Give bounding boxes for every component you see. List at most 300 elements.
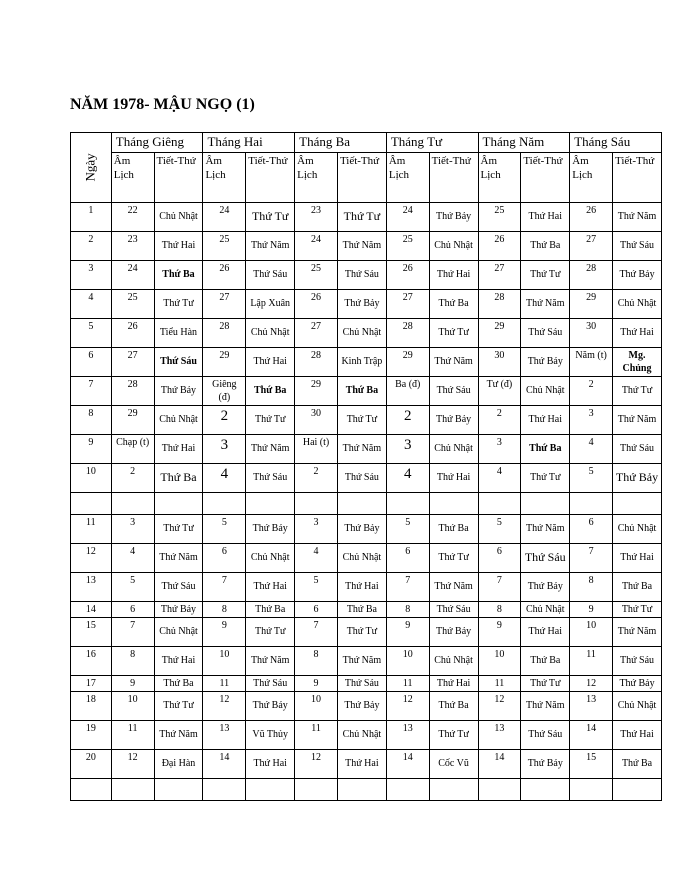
am-lich-cell: 2 bbox=[386, 405, 429, 434]
empty-cell bbox=[337, 778, 386, 800]
tiet-thu-cell: Thứ Năm bbox=[154, 543, 203, 572]
empty-cell bbox=[429, 492, 478, 514]
empty-cell bbox=[71, 492, 112, 514]
tiet-thu-cell: Thứ Ba bbox=[613, 572, 662, 601]
tiet-thu-cell: Thứ Tư bbox=[521, 463, 570, 492]
tiet-thu-cell: Thứ Sáu bbox=[337, 463, 386, 492]
am-lich-cell: 7 bbox=[295, 617, 338, 646]
am-lich-cell: 10 bbox=[203, 646, 246, 675]
empty-cell bbox=[521, 492, 570, 514]
am-lich-cell: 9 bbox=[295, 675, 338, 691]
table-row bbox=[71, 347, 662, 376]
empty-cell bbox=[246, 778, 295, 800]
tiet-thu-cell: Tiểu Hàn bbox=[154, 318, 203, 347]
tiet-thu-cell: Thứ Bảy bbox=[613, 675, 662, 691]
tiet-thu-cell: Thứ Hai bbox=[337, 572, 386, 601]
day-number: 1 bbox=[71, 202, 112, 231]
am-lich-cell: Năm (t) bbox=[570, 347, 613, 376]
tiet-thu-header: Tiết-Thứ bbox=[521, 152, 570, 202]
tiet-thu-cell: Thứ Tư bbox=[337, 405, 386, 434]
table-row bbox=[71, 572, 662, 601]
table-row bbox=[71, 675, 662, 691]
tiet-thu-cell: Thứ Ba bbox=[521, 646, 570, 675]
am-lich-cell: 23 bbox=[111, 231, 154, 260]
tiet-thu-cell: Chủ Nhật bbox=[429, 231, 478, 260]
tiet-thu-cell: Thứ Năm bbox=[246, 646, 295, 675]
am-lich-cell: Ba (đ) bbox=[386, 376, 429, 405]
am-lich-cell: 25 bbox=[111, 289, 154, 318]
tiet-thu-cell: Thứ Bảy bbox=[337, 691, 386, 720]
am-lich-cell: 27 bbox=[570, 231, 613, 260]
am-lich-cell: 5 bbox=[111, 572, 154, 601]
tiet-thu-cell: Thứ Hai bbox=[429, 675, 478, 691]
am-lich-cell: 28 bbox=[111, 376, 154, 405]
am-lich-cell: 29 bbox=[386, 347, 429, 376]
empty-cell bbox=[111, 492, 154, 514]
am-lich-cell: 6 bbox=[478, 543, 521, 572]
am-lich-cell: 12 bbox=[570, 675, 613, 691]
tiet-thu-cell: Chủ Nhật bbox=[613, 691, 662, 720]
tiet-thu-cell: Thứ Ba bbox=[154, 463, 203, 492]
am-lich-cell: 24 bbox=[295, 231, 338, 260]
am-lich-cell: 28 bbox=[295, 347, 338, 376]
am-lich-cell: 5 bbox=[386, 514, 429, 543]
am-lich-cell: 2 bbox=[203, 405, 246, 434]
table-row bbox=[71, 749, 662, 778]
am-lich-cell: 27 bbox=[203, 289, 246, 318]
am-lich-cell: 26 bbox=[386, 260, 429, 289]
tiet-thu-cell: Thứ Sáu bbox=[613, 231, 662, 260]
empty-cell bbox=[478, 778, 521, 800]
am-lich-cell: Tư (đ) bbox=[478, 376, 521, 405]
am-lich-cell: 12 bbox=[111, 749, 154, 778]
table-row bbox=[71, 202, 662, 231]
tiet-thu-cell: Thứ Bảy bbox=[337, 289, 386, 318]
am-lich-cell: 7 bbox=[478, 572, 521, 601]
am-lich-cell: 25 bbox=[295, 260, 338, 289]
tiet-thu-cell: Thứ Sáu bbox=[429, 376, 478, 405]
tiet-thu-cell: Thứ Tư bbox=[154, 289, 203, 318]
day-number: 14 bbox=[71, 601, 112, 617]
tiet-thu-cell: Chủ Nhật bbox=[154, 405, 203, 434]
tiet-thu-cell: Cốc Vũ bbox=[429, 749, 478, 778]
am-lich-cell: 14 bbox=[203, 749, 246, 778]
am-lich-cell: Chạp (t) bbox=[111, 434, 154, 463]
am-lich-cell: 5 bbox=[203, 514, 246, 543]
day-number: 19 bbox=[71, 720, 112, 749]
day-number: 7 bbox=[71, 376, 112, 405]
am-lich-cell: 8 bbox=[478, 601, 521, 617]
tiet-thu-cell: Kinh Trập bbox=[337, 347, 386, 376]
am-lich-cell: 14 bbox=[570, 720, 613, 749]
month-header-4: Tháng Tư bbox=[386, 133, 478, 153]
day-number: 9 bbox=[71, 434, 112, 463]
am-lich-cell: 13 bbox=[203, 720, 246, 749]
tiet-thu-cell: Thứ Ba bbox=[521, 231, 570, 260]
month-header-6: Tháng Sáu bbox=[570, 133, 662, 153]
tiet-thu-cell: Vũ Thủy bbox=[246, 720, 295, 749]
tiet-thu-cell: Thứ Sáu bbox=[246, 463, 295, 492]
table-row bbox=[71, 231, 662, 260]
tiet-thu-cell: Thứ Hai bbox=[154, 434, 203, 463]
tiet-thu-cell: Thứ Bảy bbox=[429, 405, 478, 434]
empty-cell bbox=[478, 492, 521, 514]
table-row bbox=[71, 601, 662, 617]
tiet-thu-cell: Thứ Bảy bbox=[246, 514, 295, 543]
am-lich-cell: 5 bbox=[295, 572, 338, 601]
am-lich-cell: Giêng (đ) bbox=[203, 376, 246, 405]
am-lich-cell: 2 bbox=[478, 405, 521, 434]
table-row bbox=[71, 514, 662, 543]
tiet-thu-cell: Thứ Bảy bbox=[521, 347, 570, 376]
tiet-thu-cell: Thứ Hai bbox=[154, 231, 203, 260]
tiet-thu-cell: Thứ Hai bbox=[613, 318, 662, 347]
am-lich-cell: 12 bbox=[295, 749, 338, 778]
am-lich-cell: 28 bbox=[570, 260, 613, 289]
day-number: 5 bbox=[71, 318, 112, 347]
tiet-thu-cell: Thứ Bảy bbox=[154, 601, 203, 617]
tiet-thu-cell: Thứ Hai bbox=[337, 749, 386, 778]
am-lich-cell: 29 bbox=[203, 347, 246, 376]
tiet-thu-cell: Thứ Sáu bbox=[246, 675, 295, 691]
am-lich-cell: 29 bbox=[478, 318, 521, 347]
am-lich-cell: 13 bbox=[386, 720, 429, 749]
tiet-thu-cell: Thứ Sáu bbox=[521, 543, 570, 572]
am-lich-cell: 24 bbox=[386, 202, 429, 231]
tiet-thu-cell: Chủ Nhật bbox=[521, 376, 570, 405]
tiet-thu-cell: Thứ Năm bbox=[154, 720, 203, 749]
empty-cell bbox=[246, 492, 295, 514]
sub-header-row bbox=[71, 152, 662, 202]
tiet-thu-cell: Thứ Tư bbox=[613, 601, 662, 617]
am-lich-cell: 9 bbox=[111, 675, 154, 691]
am-lich-cell: Hai (t) bbox=[295, 434, 338, 463]
empty-cell bbox=[154, 778, 203, 800]
am-lich-cell: 24 bbox=[203, 202, 246, 231]
tiet-thu-cell: Thứ Ba bbox=[246, 376, 295, 405]
lunar-calendar-table bbox=[70, 132, 662, 801]
am-lich-cell: 29 bbox=[570, 289, 613, 318]
tiet-thu-cell: Thứ Ba bbox=[429, 289, 478, 318]
tiet-thu-header: Tiết-Thứ bbox=[337, 152, 386, 202]
blank-separator-row bbox=[71, 492, 662, 514]
tiet-thu-cell: Thứ Ba bbox=[337, 376, 386, 405]
am-lich-cell: 30 bbox=[570, 318, 613, 347]
am-lich-cell: 7 bbox=[570, 543, 613, 572]
day-number: 3 bbox=[71, 260, 112, 289]
am-lich-header: Âm Lịch bbox=[295, 152, 338, 202]
am-lich-cell: 9 bbox=[570, 601, 613, 617]
am-lich-cell: 11 bbox=[203, 675, 246, 691]
day-number: 15 bbox=[71, 617, 112, 646]
am-lich-cell: 11 bbox=[295, 720, 338, 749]
tiet-thu-cell: Thứ Tư bbox=[154, 691, 203, 720]
tiet-thu-cell: Thứ Ba bbox=[154, 675, 203, 691]
tiet-thu-cell: Thứ Năm bbox=[429, 572, 478, 601]
am-lich-cell: 14 bbox=[386, 749, 429, 778]
table-row bbox=[71, 543, 662, 572]
day-number: 13 bbox=[71, 572, 112, 601]
tiet-thu-cell: Lập Xuân bbox=[246, 289, 295, 318]
tiet-thu-cell: Thứ Năm bbox=[337, 646, 386, 675]
am-lich-cell: 4 bbox=[111, 543, 154, 572]
tiet-thu-cell: Chủ Nhật bbox=[337, 720, 386, 749]
tiet-thu-cell: Thứ Sáu bbox=[521, 318, 570, 347]
am-lich-cell: 3 bbox=[111, 514, 154, 543]
tiet-thu-cell: Thứ Năm bbox=[521, 514, 570, 543]
month-header-5: Tháng Năm bbox=[478, 133, 570, 153]
am-lich-cell: 28 bbox=[478, 289, 521, 318]
am-lich-cell: 13 bbox=[570, 691, 613, 720]
am-lich-cell: 7 bbox=[111, 617, 154, 646]
am-lich-cell: 2 bbox=[570, 376, 613, 405]
am-lich-cell: 4 bbox=[203, 463, 246, 492]
empty-cell bbox=[337, 492, 386, 514]
tiet-thu-cell: Thứ Hai bbox=[521, 202, 570, 231]
am-lich-cell: 11 bbox=[111, 720, 154, 749]
tiet-thu-cell: Chủ Nhật bbox=[246, 543, 295, 572]
am-lich-cell: 6 bbox=[295, 601, 338, 617]
empty-cell bbox=[613, 778, 662, 800]
am-lich-cell: 10 bbox=[295, 691, 338, 720]
tiet-thu-cell: Thứ Tư bbox=[429, 720, 478, 749]
am-lich-cell: 7 bbox=[386, 572, 429, 601]
am-lich-cell: 13 bbox=[478, 720, 521, 749]
day-number: 16 bbox=[71, 646, 112, 675]
empty-cell bbox=[203, 778, 246, 800]
tiet-thu-cell: Thứ Năm bbox=[337, 434, 386, 463]
tiet-thu-cell: Chủ Nhật bbox=[246, 318, 295, 347]
tiet-thu-cell: Thứ Hai bbox=[613, 543, 662, 572]
am-lich-cell: 26 bbox=[570, 202, 613, 231]
table-row bbox=[71, 617, 662, 646]
am-lich-cell: 4 bbox=[478, 463, 521, 492]
tiet-thu-cell: Thứ Hai bbox=[246, 347, 295, 376]
tiet-thu-cell: Thứ Năm bbox=[613, 617, 662, 646]
am-lich-cell: 4 bbox=[386, 463, 429, 492]
tiet-thu-cell: Chủ Nhật bbox=[613, 289, 662, 318]
day-number: 6 bbox=[71, 347, 112, 376]
am-lich-cell: 25 bbox=[386, 231, 429, 260]
am-lich-cell: 8 bbox=[203, 601, 246, 617]
tiet-thu-cell: Thứ Hai bbox=[429, 463, 478, 492]
tiet-thu-cell: Thứ Tư bbox=[429, 318, 478, 347]
am-lich-cell: 27 bbox=[386, 289, 429, 318]
am-lich-cell: 28 bbox=[386, 318, 429, 347]
am-lich-cell: 25 bbox=[478, 202, 521, 231]
am-lich-cell: 12 bbox=[478, 691, 521, 720]
tiet-thu-cell: Thứ Bảy bbox=[154, 376, 203, 405]
empty-cell bbox=[111, 778, 154, 800]
am-lich-cell: 26 bbox=[295, 289, 338, 318]
tiet-thu-cell: Thứ Hai bbox=[613, 720, 662, 749]
am-lich-cell: 3 bbox=[570, 405, 613, 434]
tiet-thu-cell: Thứ Tư bbox=[337, 202, 386, 231]
am-lich-header: Âm Lịch bbox=[478, 152, 521, 202]
table-row bbox=[71, 434, 662, 463]
day-number: 8 bbox=[71, 405, 112, 434]
tiet-thu-cell: Thứ Ba bbox=[246, 601, 295, 617]
tiet-thu-cell: Chủ Nhật bbox=[429, 434, 478, 463]
tiet-thu-cell: Thứ Tư bbox=[429, 543, 478, 572]
tiet-thu-cell: Thứ Ba bbox=[521, 434, 570, 463]
table-row bbox=[71, 260, 662, 289]
am-lich-cell: 10 bbox=[111, 691, 154, 720]
am-lich-cell: 9 bbox=[203, 617, 246, 646]
tiet-thu-cell: Thứ Hai bbox=[154, 646, 203, 675]
tiet-thu-cell: Thứ Hai bbox=[521, 617, 570, 646]
tiet-thu-cell: Thứ Bảy bbox=[246, 691, 295, 720]
empty-cell bbox=[295, 492, 338, 514]
empty-cell bbox=[521, 778, 570, 800]
am-lich-cell: 11 bbox=[570, 646, 613, 675]
am-lich-cell: 27 bbox=[111, 347, 154, 376]
tiet-thu-cell: Thứ Ba bbox=[154, 260, 203, 289]
am-lich-cell: 3 bbox=[295, 514, 338, 543]
tiet-thu-cell: Thứ Năm bbox=[337, 231, 386, 260]
am-lich-cell: 29 bbox=[295, 376, 338, 405]
tiet-thu-cell: Thứ Bảy bbox=[337, 514, 386, 543]
tiet-thu-cell: Thứ Tư bbox=[154, 514, 203, 543]
tiet-thu-cell: Thứ Năm bbox=[613, 405, 662, 434]
am-lich-cell: 11 bbox=[478, 675, 521, 691]
tiet-thu-cell: Chủ Nhật bbox=[154, 617, 203, 646]
am-lich-cell: 10 bbox=[386, 646, 429, 675]
empty-cell bbox=[429, 778, 478, 800]
am-lich-cell: 26 bbox=[478, 231, 521, 260]
tiet-thu-cell: Thứ Năm bbox=[613, 202, 662, 231]
day-number: 20 bbox=[71, 749, 112, 778]
tiet-thu-cell: Thứ Sáu bbox=[337, 675, 386, 691]
empty-cell bbox=[295, 778, 338, 800]
tiet-thu-cell: Thứ Bảy bbox=[521, 749, 570, 778]
table-row bbox=[71, 405, 662, 434]
empty-cell bbox=[386, 778, 429, 800]
tiet-thu-cell: Thứ Tư bbox=[521, 675, 570, 691]
am-lich-cell: 8 bbox=[295, 646, 338, 675]
am-lich-cell: 9 bbox=[386, 617, 429, 646]
tiet-thu-cell: Chủ Nhật bbox=[337, 543, 386, 572]
am-lich-cell: 7 bbox=[203, 572, 246, 601]
tiet-thu-cell: Chủ Nhật bbox=[521, 601, 570, 617]
am-lich-cell: 26 bbox=[203, 260, 246, 289]
am-lich-cell: 10 bbox=[570, 617, 613, 646]
tiet-thu-cell: Thứ Tư bbox=[337, 617, 386, 646]
tiet-thu-cell: Thứ Sáu bbox=[337, 260, 386, 289]
am-lich-cell: 23 bbox=[295, 202, 338, 231]
tiet-thu-cell: Thứ Sáu bbox=[154, 572, 203, 601]
tiet-thu-header: Tiết-Thứ bbox=[154, 152, 203, 202]
tiet-thu-cell: Thứ Sáu bbox=[613, 646, 662, 675]
table-row bbox=[71, 376, 662, 405]
am-lich-cell: 27 bbox=[295, 318, 338, 347]
tiet-thu-cell: Thứ Ba bbox=[429, 514, 478, 543]
am-lich-cell: 26 bbox=[111, 318, 154, 347]
empty-cell bbox=[613, 492, 662, 514]
month-header-1: Tháng Giêng bbox=[111, 133, 203, 153]
blank-trailing-row bbox=[71, 778, 662, 800]
am-lich-cell: 14 bbox=[478, 749, 521, 778]
table-row bbox=[71, 646, 662, 675]
tiet-thu-cell: Thứ Năm bbox=[246, 434, 295, 463]
am-lich-cell: 8 bbox=[570, 572, 613, 601]
tiet-thu-cell: Thứ Tư bbox=[246, 202, 295, 231]
empty-cell bbox=[154, 492, 203, 514]
tiet-thu-cell: Chủ Nhật bbox=[337, 318, 386, 347]
tiet-thu-cell: Thứ Tư bbox=[246, 405, 295, 434]
day-number: 11 bbox=[71, 514, 112, 543]
tiet-thu-cell: Thứ Bảy bbox=[613, 260, 662, 289]
tiet-thu-header: Tiết-Thứ bbox=[613, 152, 662, 202]
am-lich-cell: 30 bbox=[478, 347, 521, 376]
am-lich-cell: 6 bbox=[386, 543, 429, 572]
day-number: 17 bbox=[71, 675, 112, 691]
am-lich-cell: 6 bbox=[111, 601, 154, 617]
am-lich-cell: 3 bbox=[203, 434, 246, 463]
empty-cell bbox=[570, 778, 613, 800]
tiet-thu-cell: Thứ Sáu bbox=[429, 601, 478, 617]
month-header-2: Tháng Hai bbox=[203, 133, 295, 153]
tiet-thu-cell: Thứ Tư bbox=[246, 617, 295, 646]
table-row bbox=[71, 463, 662, 492]
tiet-thu-cell: Thứ Sáu bbox=[613, 434, 662, 463]
tiet-thu-cell: Thứ Tư bbox=[613, 376, 662, 405]
am-lich-cell: 27 bbox=[478, 260, 521, 289]
am-lich-cell: 8 bbox=[111, 646, 154, 675]
am-lich-cell: 3 bbox=[386, 434, 429, 463]
am-lich-cell: 3 bbox=[478, 434, 521, 463]
table-row bbox=[71, 289, 662, 318]
empty-cell bbox=[570, 492, 613, 514]
tiet-thu-cell: Thứ Ba bbox=[429, 691, 478, 720]
am-lich-cell: 12 bbox=[203, 691, 246, 720]
am-lich-header: Âm Lịch bbox=[570, 152, 613, 202]
day-number: 10 bbox=[71, 463, 112, 492]
tiet-thu-cell: Thứ Hai bbox=[429, 260, 478, 289]
am-lich-cell: 5 bbox=[478, 514, 521, 543]
tiet-thu-cell: Thứ Bảy bbox=[521, 572, 570, 601]
am-lich-cell: 6 bbox=[570, 514, 613, 543]
day-number: 18 bbox=[71, 691, 112, 720]
am-lich-cell: 22 bbox=[111, 202, 154, 231]
tiet-thu-cell: Thứ Ba bbox=[613, 749, 662, 778]
am-lich-cell: 29 bbox=[111, 405, 154, 434]
am-lich-cell: 10 bbox=[478, 646, 521, 675]
am-lich-header: Âm Lịch bbox=[386, 152, 429, 202]
am-lich-cell: 2 bbox=[295, 463, 338, 492]
tiet-thu-cell: Thứ Hai bbox=[246, 749, 295, 778]
tiet-thu-cell: Chủ Nhật bbox=[154, 202, 203, 231]
am-lich-cell: 12 bbox=[386, 691, 429, 720]
tiet-thu-cell: Chủ Nhật bbox=[429, 646, 478, 675]
tiet-thu-cell: Thứ Năm bbox=[246, 231, 295, 260]
tiet-thu-cell: Thứ Bảy bbox=[613, 463, 662, 492]
table-row bbox=[71, 318, 662, 347]
tiet-thu-cell: Mg. Chủng bbox=[613, 347, 662, 376]
tiet-thu-header: Tiết-Thứ bbox=[246, 152, 295, 202]
tiet-thu-cell: Thứ Ba bbox=[337, 601, 386, 617]
tiet-thu-cell: Thứ Sáu bbox=[154, 347, 203, 376]
table-row bbox=[71, 720, 662, 749]
empty-cell bbox=[386, 492, 429, 514]
tiet-thu-cell: Đại Hàn bbox=[154, 749, 203, 778]
am-lich-cell: 4 bbox=[570, 434, 613, 463]
am-lich-cell: 4 bbox=[295, 543, 338, 572]
am-lich-cell: 25 bbox=[203, 231, 246, 260]
tiet-thu-cell: Thứ Tư bbox=[521, 260, 570, 289]
tiet-thu-cell: Thứ Năm bbox=[521, 289, 570, 318]
am-lich-cell: 30 bbox=[295, 405, 338, 434]
